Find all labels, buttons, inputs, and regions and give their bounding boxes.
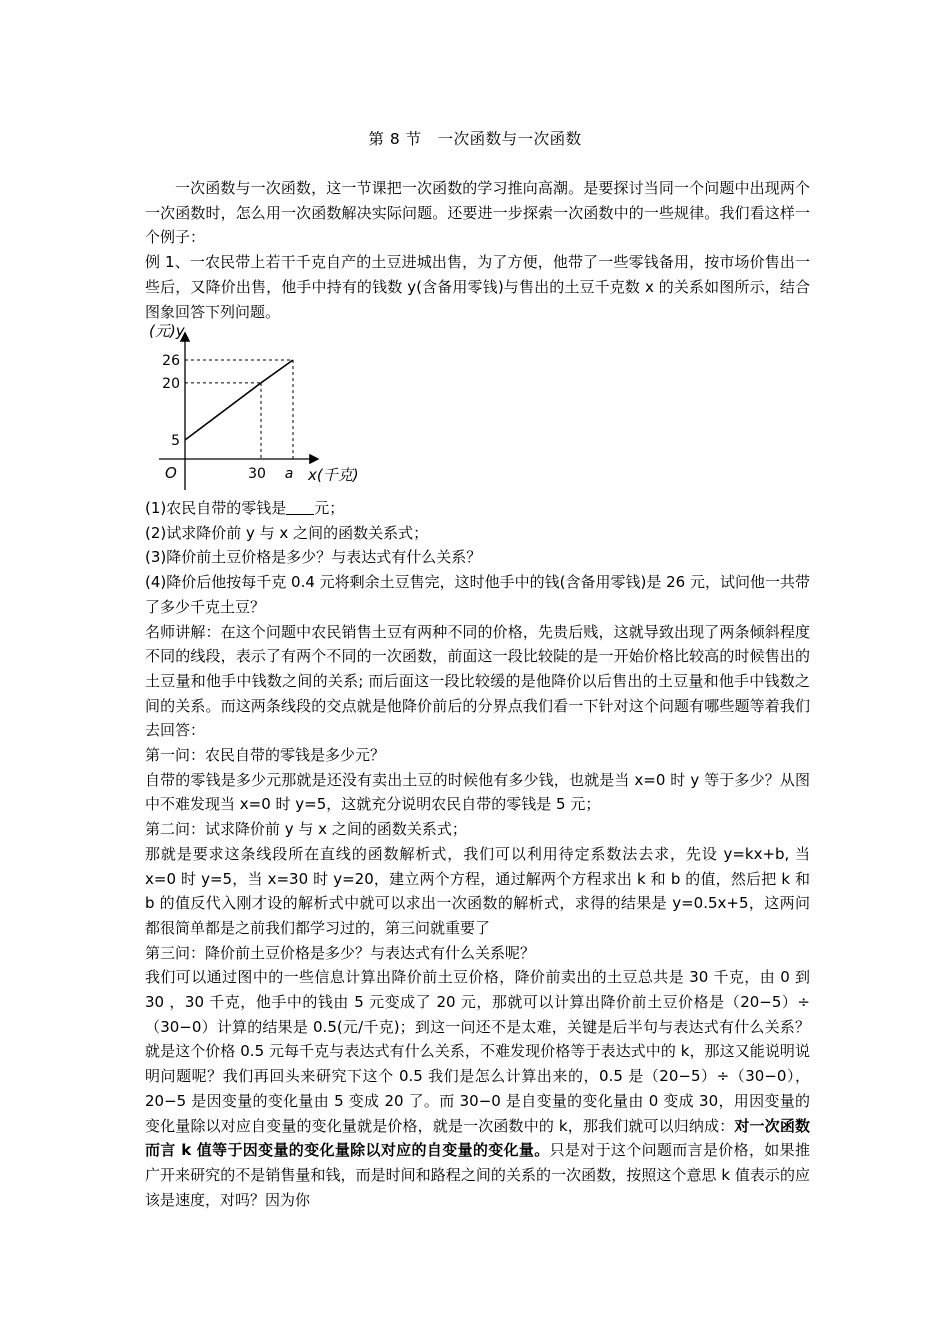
main-text-block	[145, 496, 810, 1212]
example-paragraph: 例 1、一农民带上若干千克自产的土豆进城出售，为了方便，他带了一些零钱备用，按市场价售出一些后，又降价出售，他手中持有的钱数 y(含备用零钱)与售出的土豆千克数 x 的关系如图所示，结合图象回答下列问题。	[145, 253, 810, 321]
tick-labels	[162, 353, 293, 482]
section-title: 第 8 节 一次函数与一次函数	[368, 130, 582, 148]
answer-3-text: 我们可以通过图中的一些信息计算出降价前土豆价格，降价前卖出的土豆总共是 30 千克，由 0 到 30 ，30 千克，他手中的钱由 5 元变成了 20 元，那就可以计算出降价前土豆价格是（20−5）÷（30−0）计算的结果是 0.5(元/千克)；到这一问还不是太难，关键是后半句与表达式有什么关系？就是这个价格 0.5 元每千克与表达式有什么关系，不难发现价格等于表达式中的 k，那这又能说明说明问题呢？我们再回头来研究下这个 0.5 我们是怎么计算出来的，0.5 是（20−5）÷（30−0），20−5 是因变量的变化量由 5 变成 20 了。而 30−0 是自变量的变化量由 0 变成 30，用因变量的变化量除以对应自变量的变化量就是价格，就是一次函数中的 k，那我们就可以归纳成：	[145, 968, 810, 1135]
question-2-heading: 第二问：试求降价前 y 与 x 之间的函数关系式；	[145, 820, 467, 839]
answer-2: 那就是要求这条线段所在直线的函数解析式，我们可以利用待定系数法去求，先设 y=kx+b, 当 x=0 时 y=5，当 x=30 时 y=20，建立两个方程，通过解两个方程求出 k 和 b 的值，然后把 k 和 b 的值反代入刚才设的解析式中就可以求出一次函数的解析式，求得的结果是 y=0.5x+5，这两问都很简单都是之前我们都学习过的，第三问就重要了	[145, 844, 810, 937]
y-axis-label: (元)y	[149, 322, 185, 340]
answer-1: 自带的零钱是多少元那就是还没有卖出土豆的时候他有多少钱，也就是当 x=0 时 y 等于多少？从图中不难发现当 x=0 时 y=5，这就充分说明农民自带的零钱是 5 元；	[145, 770, 810, 814]
chart-svg	[145, 322, 375, 492]
question-3: (3)降价前土豆价格是多少？与表达式有什么关系？	[145, 548, 482, 567]
y-tick-26: 26	[162, 353, 180, 369]
series-line-2	[261, 360, 293, 383]
intro-paragraph: 一次函数与一次函数，这一节课把一次函数的学习推向高潮。是要探讨当同一个问题中出现两个一次函数时，怎么用一次函数解决实际问题。还要进一步探索一次函数中的一些规律。我们看这样一个例子：	[145, 179, 810, 247]
x-axis-label: x(千克)	[308, 466, 359, 484]
question-1-text: (1)农民自带的零钱是	[145, 499, 287, 517]
answer-blank	[286, 500, 314, 515]
teacher-explanation: 名师讲解：在这个问题中农民销售土豆有两种不同的价格，先贵后贱，这就导致出现了两条倾斜程度不同的线段，表示了有两个不同的一次函数，前面这一段比较陡的是一开始价格比较高的时候售出的土豆量和他手中钱数之间的关系; 而后面这一段比较缓的是他降价以后售出的土豆量和他手中钱数之间的关系。而这两条线段的交点就是他降价前后的分界点我们看一下针对这个问题有哪些题等着我们去回答：	[145, 622, 810, 740]
origin-label: O	[165, 464, 177, 482]
question-1	[145, 496, 810, 521]
question-1-heading: 第一问：农民自带的零钱是多少元？	[145, 746, 386, 765]
x-tick-a: a	[284, 466, 294, 482]
series-lines	[185, 360, 293, 440]
question-3-heading: 第三问：降价前土豆价格是多少？与表达式有什么关系呢？	[145, 943, 536, 962]
question-4: (4)降价后他按每千克 0.4 元将剩余土豆售完，这时他手中的钱(含备用零钱)是 26 元，试问他一共带了多少千克土豆？	[145, 573, 810, 616]
y-tick-20: 20	[162, 375, 180, 392]
x-tick-30: 30	[248, 466, 266, 482]
intro-block	[145, 176, 810, 324]
price-money-chart	[145, 322, 375, 492]
y-tick-5: 5	[171, 432, 180, 449]
question-2: (2)试求降价前 y 与 x 之间的函数关系式；	[145, 523, 429, 542]
answer-3	[145, 965, 810, 1212]
key-conclusion: 对一次函数而言 k 值等于因变量的变化量除以对应的自变量的变化量。	[145, 1116, 810, 1160]
dashed-guides	[185, 360, 293, 459]
answer-3-continued: 只是对于这个问题而言是价格，如果推广开来研究的不是销售量和钱，而是时间和路程之间的关系的一次函数，按照这个意思 k 值表示的应该是速度，对吗？因为你	[145, 1141, 810, 1209]
question-1-unit: 元；	[314, 499, 345, 517]
series-line-1	[185, 383, 261, 440]
